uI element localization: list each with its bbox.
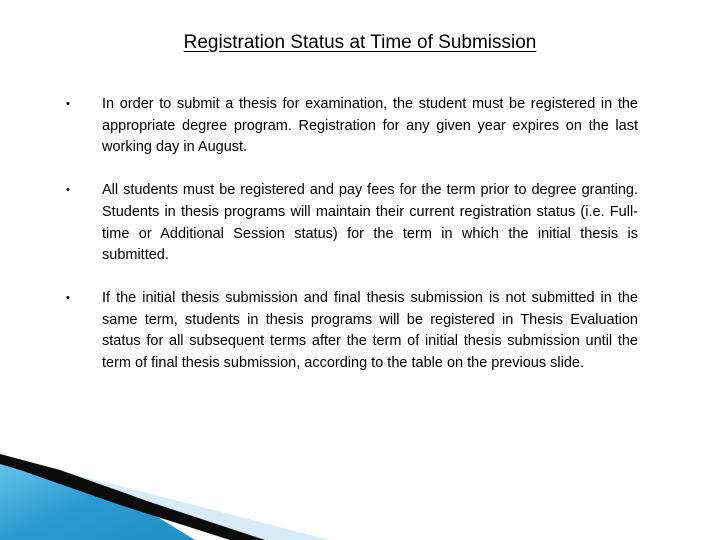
bullet-marker: • xyxy=(66,291,70,304)
bullet-text: All students must be registered and pay fees for the term prior to degree granting. Students in thesis programs will maintain their current registration status (i.e. Full-time or Additional Session status) for the term in which the initial thesis is submitted. xyxy=(102,182,638,264)
bullet-marker: • xyxy=(66,184,70,197)
bullet-marker: • xyxy=(66,98,70,110)
slide-title: Registration Status at Time of Submission xyxy=(183,32,537,53)
bullet-text: In order to submit a thesis for examination, the student must be registered in the appropriate degree program. Registration for any given year expires on the last working day in August. xyxy=(102,96,638,156)
bullet-text: If the initial thesis submission and final thesis submission is not submitted in the same term, students in thesis programs will be registered in Thesis Evaluation status for all subsequent terms after the term of initial thesis submission until the term of final thesis submission, according to the table on the previous slide. xyxy=(102,289,638,372)
